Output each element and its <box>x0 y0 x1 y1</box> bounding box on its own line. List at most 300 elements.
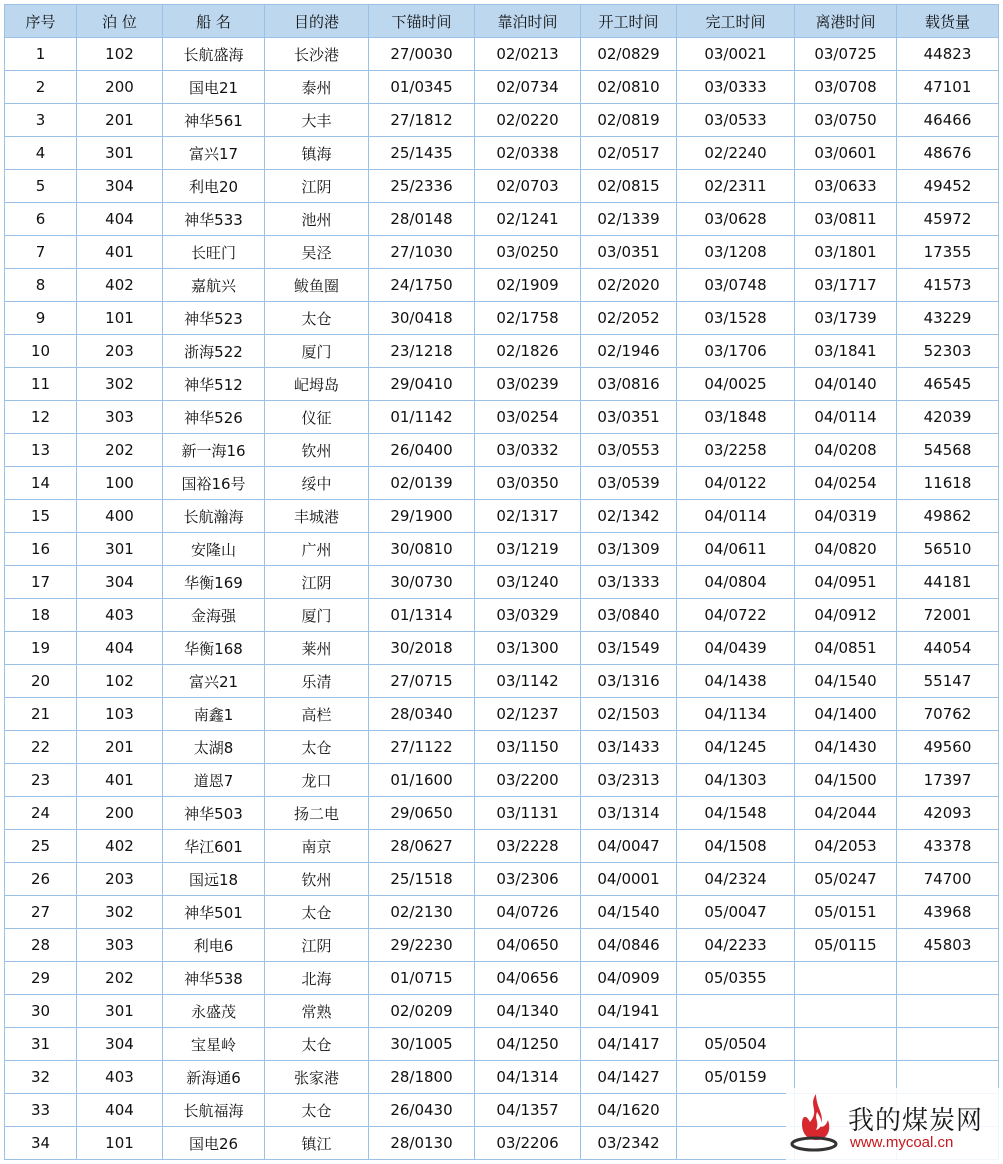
table-cell: 402 <box>77 830 163 863</box>
table-cell: 04/1540 <box>795 665 897 698</box>
table-row <box>5 731 999 764</box>
table-cell: 03/1142 <box>475 665 581 698</box>
table-cell: 镇海 <box>265 137 369 170</box>
table-cell: 30 <box>5 995 77 1028</box>
table-cell: 03/2313 <box>581 764 677 797</box>
table-cell: 03/0332 <box>475 434 581 467</box>
table-cell: 48676 <box>897 137 999 170</box>
table-cell: 05/0504 <box>677 1028 795 1061</box>
column-header: 完工时间 <box>677 5 795 38</box>
table-cell: 02/2020 <box>581 269 677 302</box>
table-cell: 02/0338 <box>475 137 581 170</box>
table-cell: 02/0810 <box>581 71 677 104</box>
table-cell: 01/1142 <box>369 401 475 434</box>
table-cell: 72001 <box>897 599 999 632</box>
table-row <box>5 962 999 995</box>
table-cell: 神华533 <box>163 203 265 236</box>
table-cell: 03/0329 <box>475 599 581 632</box>
table-cell: 02/0517 <box>581 137 677 170</box>
table-cell <box>677 995 795 1028</box>
table-cell: 富兴21 <box>163 665 265 698</box>
table-cell: 27/0715 <box>369 665 475 698</box>
table-cell: 北海 <box>265 962 369 995</box>
table-cell: 02/2052 <box>581 302 677 335</box>
table-cell: 04/0912 <box>795 599 897 632</box>
table-cell: 16 <box>5 533 77 566</box>
table-cell: 43968 <box>897 896 999 929</box>
table-cell: 03/1309 <box>581 533 677 566</box>
table-cell: 15 <box>5 500 77 533</box>
table-cell: 17397 <box>897 764 999 797</box>
table-cell: 安隆山 <box>163 533 265 566</box>
table-cell: 203 <box>77 335 163 368</box>
table-cell: 04/0047 <box>581 830 677 863</box>
table-cell: 03/1314 <box>581 797 677 830</box>
table-cell: 33 <box>5 1094 77 1127</box>
table-cell: 201 <box>77 731 163 764</box>
table-row <box>5 203 999 236</box>
table-cell: 04/1941 <box>581 995 677 1028</box>
table-cell: 01/1314 <box>369 599 475 632</box>
table-cell: 03/0816 <box>581 368 677 401</box>
table-cell: 04/1540 <box>581 896 677 929</box>
table-cell: 02/1342 <box>581 500 677 533</box>
table-row <box>5 104 999 137</box>
table-cell: 南鑫1 <box>163 698 265 731</box>
table-cell: 3 <box>5 104 77 137</box>
table-row <box>5 137 999 170</box>
table-cell: 吴泾 <box>265 236 369 269</box>
table-cell: 46545 <box>897 368 999 401</box>
column-header: 目的港 <box>265 5 369 38</box>
table-cell: 8 <box>5 269 77 302</box>
table-cell: 金海强 <box>163 599 265 632</box>
table-cell: 14 <box>5 467 77 500</box>
table-cell: 长旺门 <box>163 236 265 269</box>
table-cell: 10 <box>5 335 77 368</box>
table-row <box>5 434 999 467</box>
table-cell: 03/2258 <box>677 434 795 467</box>
logo-name: 我的煤炭网 <box>848 1106 984 1136</box>
table-row <box>5 632 999 665</box>
table-cell: 莱州 <box>265 632 369 665</box>
table-cell: 江阴 <box>265 929 369 962</box>
column-header: 泊 位 <box>77 5 163 38</box>
table-cell: 利电20 <box>163 170 265 203</box>
table-cell: 103 <box>77 698 163 731</box>
table-row <box>5 599 999 632</box>
table-cell: 03/0021 <box>677 38 795 71</box>
table-cell: 302 <box>77 896 163 929</box>
table-cell: 54568 <box>897 434 999 467</box>
table-cell: 屺坶岛 <box>265 368 369 401</box>
table-cell: 02/1241 <box>475 203 581 236</box>
table-cell: 27/1812 <box>369 104 475 137</box>
table-cell: 04/1500 <box>795 764 897 797</box>
table-row <box>5 830 999 863</box>
table-cell: 03/0333 <box>677 71 795 104</box>
table-cell: 101 <box>77 302 163 335</box>
table-row <box>5 236 999 269</box>
table-cell: 03/2200 <box>475 764 581 797</box>
table-cell: 神华501 <box>163 896 265 929</box>
table-cell: 18 <box>5 599 77 632</box>
table-row <box>5 302 999 335</box>
table-row <box>5 698 999 731</box>
table-cell: 56510 <box>897 533 999 566</box>
table-cell: 03/0539 <box>581 467 677 500</box>
table-cell: 303 <box>77 929 163 962</box>
table-cell: 鲅鱼圈 <box>265 269 369 302</box>
table-cell: 28/0627 <box>369 830 475 863</box>
column-header: 序号 <box>5 5 77 38</box>
table-row <box>5 500 999 533</box>
table-row <box>5 38 999 71</box>
table-cell: 钦州 <box>265 434 369 467</box>
table-cell: 03/1801 <box>795 236 897 269</box>
table-cell: 华衡169 <box>163 566 265 599</box>
table-cell <box>795 1028 897 1061</box>
table-cell: 02/0819 <box>581 104 677 137</box>
table-cell: 11 <box>5 368 77 401</box>
table-cell: 17355 <box>897 236 999 269</box>
table-row <box>5 170 999 203</box>
table-cell: 55147 <box>897 665 999 698</box>
table-cell: 44181 <box>897 566 999 599</box>
table-cell <box>897 962 999 995</box>
table-cell: 新海通6 <box>163 1061 265 1094</box>
table-cell: 404 <box>77 203 163 236</box>
table-cell: 钦州 <box>265 863 369 896</box>
table-cell: 25/1435 <box>369 137 475 170</box>
table-cell: 太仓 <box>265 896 369 929</box>
table-cell: 嘉航兴 <box>163 269 265 302</box>
table-cell: 03/1131 <box>475 797 581 830</box>
table-row <box>5 566 999 599</box>
table-cell: 04/0114 <box>795 401 897 434</box>
table-cell: 04/1427 <box>581 1061 677 1094</box>
column-header: 靠泊时间 <box>475 5 581 38</box>
table-cell: 03/2228 <box>475 830 581 863</box>
table-cell: 03/1433 <box>581 731 677 764</box>
table-cell: 04/0951 <box>795 566 897 599</box>
table-cell: 神华503 <box>163 797 265 830</box>
table-cell <box>897 1028 999 1061</box>
table-cell: 长航福海 <box>163 1094 265 1127</box>
table-cell: 46466 <box>897 104 999 137</box>
table-cell: 02/1317 <box>475 500 581 533</box>
table-cell: 02/0220 <box>475 104 581 137</box>
table-cell <box>795 962 897 995</box>
table-cell: 42093 <box>897 797 999 830</box>
table-cell: 20 <box>5 665 77 698</box>
table-cell: 04/0846 <box>581 929 677 962</box>
table-cell <box>677 1127 795 1160</box>
table-cell: 402 <box>77 269 163 302</box>
table-cell: 04/0208 <box>795 434 897 467</box>
table-cell: 05/0159 <box>677 1061 795 1094</box>
table-cell: 04/1134 <box>677 698 795 731</box>
header-row <box>5 5 999 38</box>
table-cell: 池州 <box>265 203 369 236</box>
column-header: 载货量 <box>897 5 999 38</box>
table-cell: 04/0254 <box>795 467 897 500</box>
column-header: 开工时间 <box>581 5 677 38</box>
table-cell: 04/2324 <box>677 863 795 896</box>
table-cell: 04/0114 <box>677 500 795 533</box>
table-cell: 宝星岭 <box>163 1028 265 1061</box>
table-cell: 401 <box>77 236 163 269</box>
table-cell: 道恩7 <box>163 764 265 797</box>
table-cell: 03/0601 <box>795 137 897 170</box>
table-cell: 45972 <box>897 203 999 236</box>
table-cell: 302 <box>77 368 163 401</box>
column-header: 船 名 <box>163 5 265 38</box>
table-row <box>5 335 999 368</box>
table-cell: 32 <box>5 1061 77 1094</box>
table-cell: 301 <box>77 533 163 566</box>
table-cell: 28/1800 <box>369 1061 475 1094</box>
table-cell: 202 <box>77 962 163 995</box>
table-cell: 国电26 <box>163 1127 265 1160</box>
table-cell: 301 <box>77 137 163 170</box>
table-cell: 太湖8 <box>163 731 265 764</box>
table-cell: 1 <box>5 38 77 71</box>
table-cell: 永盛茂 <box>163 995 265 1028</box>
table-cell: 04/0851 <box>795 632 897 665</box>
table-cell: 47101 <box>897 71 999 104</box>
table-cell: 30/2018 <box>369 632 475 665</box>
table-cell: 03/1300 <box>475 632 581 665</box>
table-cell: 02/2311 <box>677 170 795 203</box>
table-cell: 04/1548 <box>677 797 795 830</box>
table-cell: 长航盛海 <box>163 38 265 71</box>
table-cell: 6 <box>5 203 77 236</box>
table-cell: 49862 <box>897 500 999 533</box>
table-cell: 04/1303 <box>677 764 795 797</box>
table-cell: 201 <box>77 104 163 137</box>
table-cell: 常熟 <box>265 995 369 1028</box>
table-cell: 26/0430 <box>369 1094 475 1127</box>
table-cell: 03/1717 <box>795 269 897 302</box>
table-cell: 神华526 <box>163 401 265 434</box>
column-header: 离港时间 <box>795 5 897 38</box>
table-cell: 02/0703 <box>475 170 581 203</box>
table-cell: 04/0804 <box>677 566 795 599</box>
table-cell: 401 <box>77 764 163 797</box>
table-cell: 国远18 <box>163 863 265 896</box>
table-cell: 02/0213 <box>475 38 581 71</box>
table-cell: 太仓 <box>265 1094 369 1127</box>
table-cell: 27/1030 <box>369 236 475 269</box>
table-cell: 国电21 <box>163 71 265 104</box>
table-cell: 04/0656 <box>475 962 581 995</box>
table-cell: 扬二电 <box>265 797 369 830</box>
table-cell: 01/1600 <box>369 764 475 797</box>
table-cell: 长沙港 <box>265 38 369 71</box>
table-cell: 28/0130 <box>369 1127 475 1160</box>
table-cell: 02/1339 <box>581 203 677 236</box>
table-cell: 04/1417 <box>581 1028 677 1061</box>
table-cell: 泰州 <box>265 71 369 104</box>
table-cell: 04/2233 <box>677 929 795 962</box>
table-cell: 49452 <box>897 170 999 203</box>
table-cell <box>795 995 897 1028</box>
table-cell: 国裕16号 <box>163 467 265 500</box>
table-cell: 05/0247 <box>795 863 897 896</box>
table-cell: 03/0239 <box>475 368 581 401</box>
table-cell: 03/1150 <box>475 731 581 764</box>
table-cell: 49560 <box>897 731 999 764</box>
table-row <box>5 797 999 830</box>
table-cell: 05/0047 <box>677 896 795 929</box>
table-cell: 03/0533 <box>677 104 795 137</box>
table-cell: 03/0628 <box>677 203 795 236</box>
table-cell: 利电6 <box>163 929 265 962</box>
table-cell: 神华538 <box>163 962 265 995</box>
table-cell: 29/1900 <box>369 500 475 533</box>
table-row <box>5 71 999 104</box>
table-cell: 04/0722 <box>677 599 795 632</box>
logo-url: www.mycoal.cn <box>850 1134 954 1151</box>
table-cell: 太仓 <box>265 731 369 764</box>
table-cell: 17 <box>5 566 77 599</box>
table-cell: 富兴17 <box>163 137 265 170</box>
table-cell: 304 <box>77 566 163 599</box>
table-cell: 7 <box>5 236 77 269</box>
table-cell: 05/0151 <box>795 896 897 929</box>
table-cell: 203 <box>77 863 163 896</box>
table-cell: 03/0811 <box>795 203 897 236</box>
table-cell: 400 <box>77 500 163 533</box>
table-cell: 2 <box>5 71 77 104</box>
table-cell: 乐清 <box>265 665 369 698</box>
table-cell: 04/1314 <box>475 1061 581 1094</box>
table-row <box>5 863 999 896</box>
table-cell: 25/2336 <box>369 170 475 203</box>
table-cell: 张家港 <box>265 1061 369 1094</box>
table-cell: 04/0140 <box>795 368 897 401</box>
table-cell: 26 <box>5 863 77 896</box>
table-cell: 304 <box>77 170 163 203</box>
table-cell: 04/0611 <box>677 533 795 566</box>
table-cell: 03/1841 <box>795 335 897 368</box>
table-cell: 03/0351 <box>581 236 677 269</box>
table-cell: 04/0001 <box>581 863 677 896</box>
table-cell <box>897 995 999 1028</box>
table-cell: 42039 <box>897 401 999 434</box>
table-row <box>5 665 999 698</box>
table-cell: 05/0355 <box>677 962 795 995</box>
table-cell: 403 <box>77 599 163 632</box>
table-cell: 43229 <box>897 302 999 335</box>
table-cell: 太仓 <box>265 1028 369 1061</box>
table-cell: 04/1357 <box>475 1094 581 1127</box>
table-cell: 4 <box>5 137 77 170</box>
table-cell: 301 <box>77 995 163 1028</box>
table-row <box>5 533 999 566</box>
table-cell: 新一海16 <box>163 434 265 467</box>
table-cell: 04/0650 <box>475 929 581 962</box>
table-cell: 镇江 <box>265 1127 369 1160</box>
table-cell: 04/1430 <box>795 731 897 764</box>
table-cell: 29/2230 <box>369 929 475 962</box>
table-cell: 03/0748 <box>677 269 795 302</box>
table-cell: 龙口 <box>265 764 369 797</box>
table-cell: 03/1706 <box>677 335 795 368</box>
table-row <box>5 368 999 401</box>
table-cell: 27/1122 <box>369 731 475 764</box>
table-cell: 30/0810 <box>369 533 475 566</box>
table-cell: 304 <box>77 1028 163 1061</box>
table-cell: 30/0730 <box>369 566 475 599</box>
table-row <box>5 269 999 302</box>
table-cell: 102 <box>77 38 163 71</box>
table-cell: 04/1620 <box>581 1094 677 1127</box>
table-cell: 03/1848 <box>677 401 795 434</box>
table-cell: 5 <box>5 170 77 203</box>
table-cell: 22 <box>5 731 77 764</box>
table-cell: 01/0345 <box>369 71 475 104</box>
table-cell: 广州 <box>265 533 369 566</box>
table-cell: 13 <box>5 434 77 467</box>
table-cell: 04/0820 <box>795 533 897 566</box>
table-cell: 200 <box>77 797 163 830</box>
table-cell: 长航瀚海 <box>163 500 265 533</box>
table-cell: 华衡168 <box>163 632 265 665</box>
table-cell: 02/0734 <box>475 71 581 104</box>
table-cell: 44054 <box>897 632 999 665</box>
table-cell: 绥中 <box>265 467 369 500</box>
ship-schedule-table <box>4 4 999 1160</box>
table-cell: 31 <box>5 1028 77 1061</box>
table-cell: 南京 <box>265 830 369 863</box>
table-cell: 01/0715 <box>369 962 475 995</box>
table-cell: 02/2240 <box>677 137 795 170</box>
table-cell: 27/0030 <box>369 38 475 71</box>
table-cell: 浙海522 <box>163 335 265 368</box>
table-cell: 74700 <box>897 863 999 896</box>
table-cell: 02/1503 <box>581 698 677 731</box>
table-cell: 26/0400 <box>369 434 475 467</box>
table-cell: 24/1750 <box>369 269 475 302</box>
table-cell: 03/0708 <box>795 71 897 104</box>
table-cell: 28/0148 <box>369 203 475 236</box>
table-cell: 04/1250 <box>475 1028 581 1061</box>
table-cell: 9 <box>5 302 77 335</box>
table-cell: 仪征 <box>265 401 369 434</box>
table-cell: 02/1758 <box>475 302 581 335</box>
table-cell: 28 <box>5 929 77 962</box>
table-cell: 03/2206 <box>475 1127 581 1160</box>
table-cell: 04/0122 <box>677 467 795 500</box>
table-cell: 28/0340 <box>369 698 475 731</box>
table-cell: 25/1518 <box>369 863 475 896</box>
table-cell: 04/1438 <box>677 665 795 698</box>
table-cell: 02/1909 <box>475 269 581 302</box>
table-row <box>5 1028 999 1061</box>
table-cell: 03/1549 <box>581 632 677 665</box>
table-row <box>5 896 999 929</box>
table-cell: 江阴 <box>265 170 369 203</box>
table-cell: 大丰 <box>265 104 369 137</box>
table-cell: 403 <box>77 1061 163 1094</box>
table-row <box>5 401 999 434</box>
table-cell: 02/2130 <box>369 896 475 929</box>
column-header: 下锚时间 <box>369 5 475 38</box>
table-cell: 03/0553 <box>581 434 677 467</box>
table-row <box>5 467 999 500</box>
